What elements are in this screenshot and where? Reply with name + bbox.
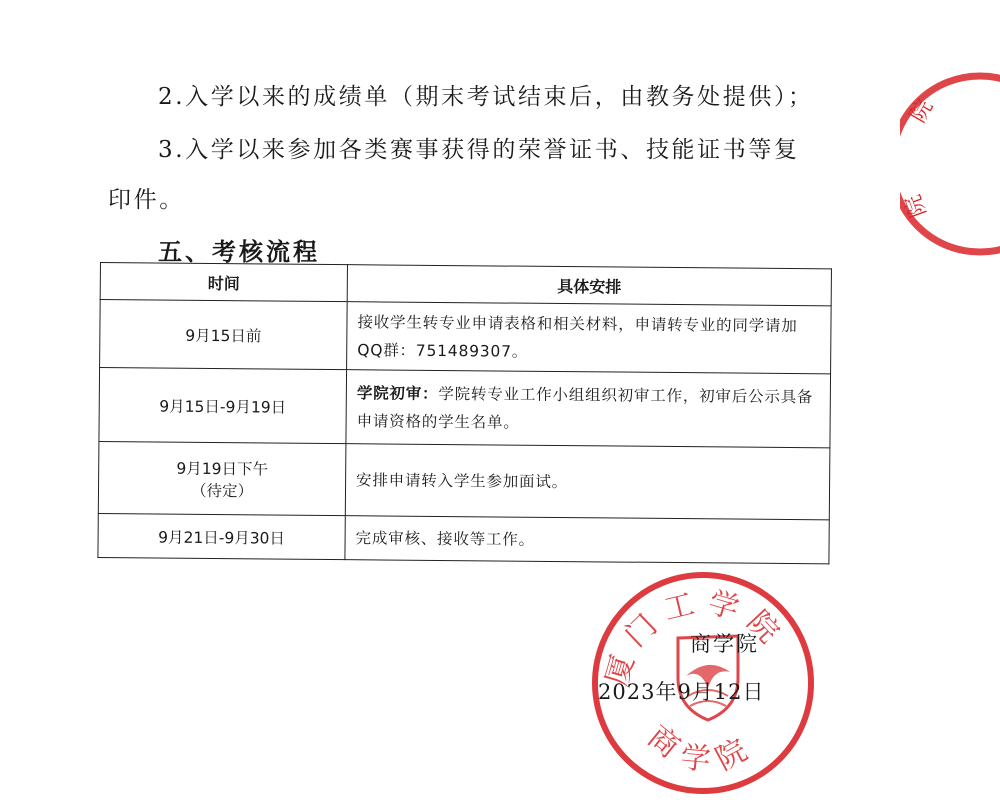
header-arrangement: 具体安排: [347, 265, 831, 306]
issue-date: 2023年9月12日: [598, 680, 765, 704]
row-arrangement: 安排申请转入学生参加面试。: [345, 444, 830, 520]
table-header-row: [100, 263, 831, 306]
table-row: [98, 441, 830, 519]
partial-seal-right: [900, 64, 1000, 264]
section-heading: 五、考核流程: [158, 238, 320, 266]
table-row: [100, 300, 832, 374]
row-arrangement: 完成审核、接收等工作。: [345, 516, 829, 564]
paragraph-certificates: 3.入学以来参加各类赛事获得的荣誉证书、技能证书等复: [158, 137, 800, 163]
row-arrangement: 接收学生转专业申请表格和相关材料，申请转专业的同学请加QQ群：751489307。: [347, 302, 832, 374]
header-time: 时间: [100, 263, 347, 302]
issuing-unit: 商学院: [690, 632, 759, 656]
table-row: [99, 368, 831, 448]
row-time: 9月15日前: [100, 300, 348, 370]
row-time: 9月19日下午 （待定）: [98, 441, 346, 515]
assessment-schedule-table: [97, 262, 832, 564]
row-arrangement: 学院初审：学院转专业工作小组组织初审工作，初审后公示具备申请资格的学生名单。: [346, 370, 831, 448]
paragraph-transcript: 2.入学以来的成绩单（期末考试结束后，由教务处提供）；: [158, 84, 814, 110]
svg-text:商学院: [641, 719, 764, 779]
svg-text:院: 院: [900, 191, 932, 221]
seal-ring-text: 厦门工学院: [599, 584, 793, 690]
row-time: 9月15日-9月19日: [99, 368, 347, 444]
svg-text:院: 院: [905, 95, 939, 127]
row-keyword: 学院初审：: [356, 383, 439, 403]
table-row: [98, 513, 829, 563]
seal-bottom-text: 商学院: [640, 719, 764, 779]
row-time: 9月21日-9月30日: [98, 513, 345, 559]
paragraph-certificates-cont: 印件。: [108, 187, 185, 213]
